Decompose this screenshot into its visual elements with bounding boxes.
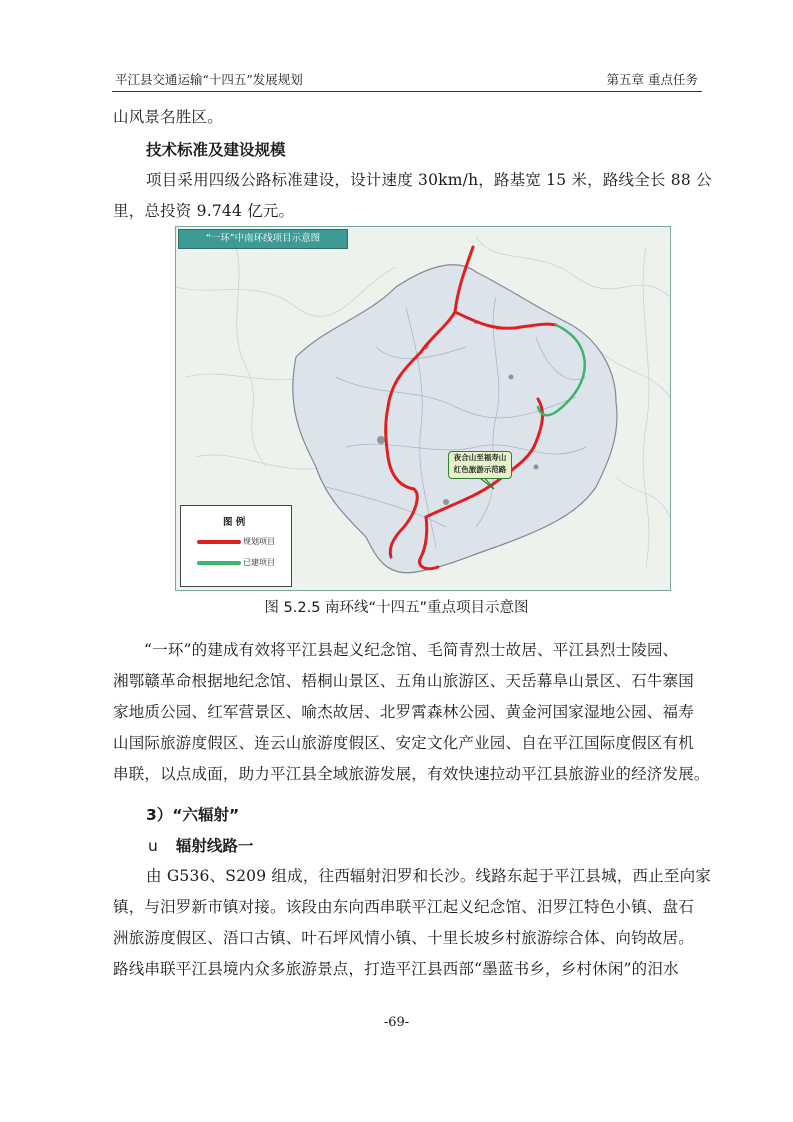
legend-swatch-planned (197, 540, 241, 544)
header-doc-title: 平江县交通运输“十四五”发展规划 (115, 72, 303, 87)
bullet-heading-text: 辐射线路一 (175, 837, 254, 855)
text-line: 山风景名胜区。 (113, 108, 223, 126)
text-line: 路线串联平江县境内众多旅游景点，打造平江县西部“墨蓝书乡，乡村休闲”的汨水 (113, 960, 679, 978)
figure-caption: 图 5.2.5 南环线“十四五”重点项目示意图 (264, 600, 529, 616)
map-title: “一环”中南环线项目示意图 (178, 229, 348, 249)
text-line: 项目采用四级公路标准建设，设计速度 30km/h，路基宽 15 米，路线全长 88 公 (146, 171, 712, 189)
header-chapter: 第五章 重点任务 (606, 72, 698, 87)
callout-line: 夜合山至福寿山 (453, 453, 507, 462)
legend-swatch-built (197, 561, 241, 565)
text-line: 镇，与汨罗新市镇对接。该段由东向西串联平江起义纪念馆、汨罗江特色小镇、盘石 (113, 898, 694, 916)
page-header (115, 66, 698, 88)
text-line: 家地质公园、红军营景区、喻杰故居、北罗霄森林公园、黄金河国家湿地公园、福寿 (113, 703, 694, 721)
intro-paragraph (113, 102, 703, 133)
ring-benefits-paragraph (113, 635, 710, 790)
text-line: 里，总投资 9.744 亿元。 (113, 202, 295, 220)
text-line: 串联，以点成面，助力平江县全域旅游发展，有效快速拉动平江县旅游业的经济发展。 (113, 765, 710, 783)
page-number: -69- (383, 1015, 410, 1030)
route-map-figure (175, 226, 671, 591)
text-line: “一环”的建成有效将平江县起义纪念馆、毛简青烈士故居、平江县烈士陵园、 (144, 641, 679, 659)
legend-label-built: 已建项目 (243, 558, 275, 567)
radial-route-one-paragraph (113, 861, 712, 985)
route-callout-label (448, 451, 512, 479)
text-line: 由 G536、S209 组成，往西辐射汨罗和长沙。线路东起于平江县城，西止至向家 (146, 867, 712, 885)
standards-paragraph (113, 165, 712, 227)
text-line: 湘鄂赣革命根据地纪念馆、梧桐山景区、五角山旅游区、天岳幕阜山景区、石牛寨国 (113, 672, 694, 690)
legend-title: 图 例 (223, 517, 246, 528)
section-heading-standards: 技术标准及建设规模 (146, 141, 286, 159)
legend-label-planned: 规划项目 (243, 537, 275, 546)
header-divider (112, 91, 702, 92)
text-line: 洲旅游度假区、浯口古镇、叶石坪风情小镇、十里长坡乡村旅游综合体、向钧故居。 (113, 929, 694, 947)
subsection-heading-six-radials: 3）“六辐射” (146, 806, 240, 824)
bullet-marker: u (148, 837, 158, 855)
map-legend (180, 505, 292, 587)
callout-line: 红色旅游示范路 (453, 465, 507, 474)
bullet-heading (148, 834, 253, 856)
text-line: 山国际旅游度假区、连云山旅游度假区、安定文化产业园、自在平江国际度假区有机 (113, 734, 694, 752)
